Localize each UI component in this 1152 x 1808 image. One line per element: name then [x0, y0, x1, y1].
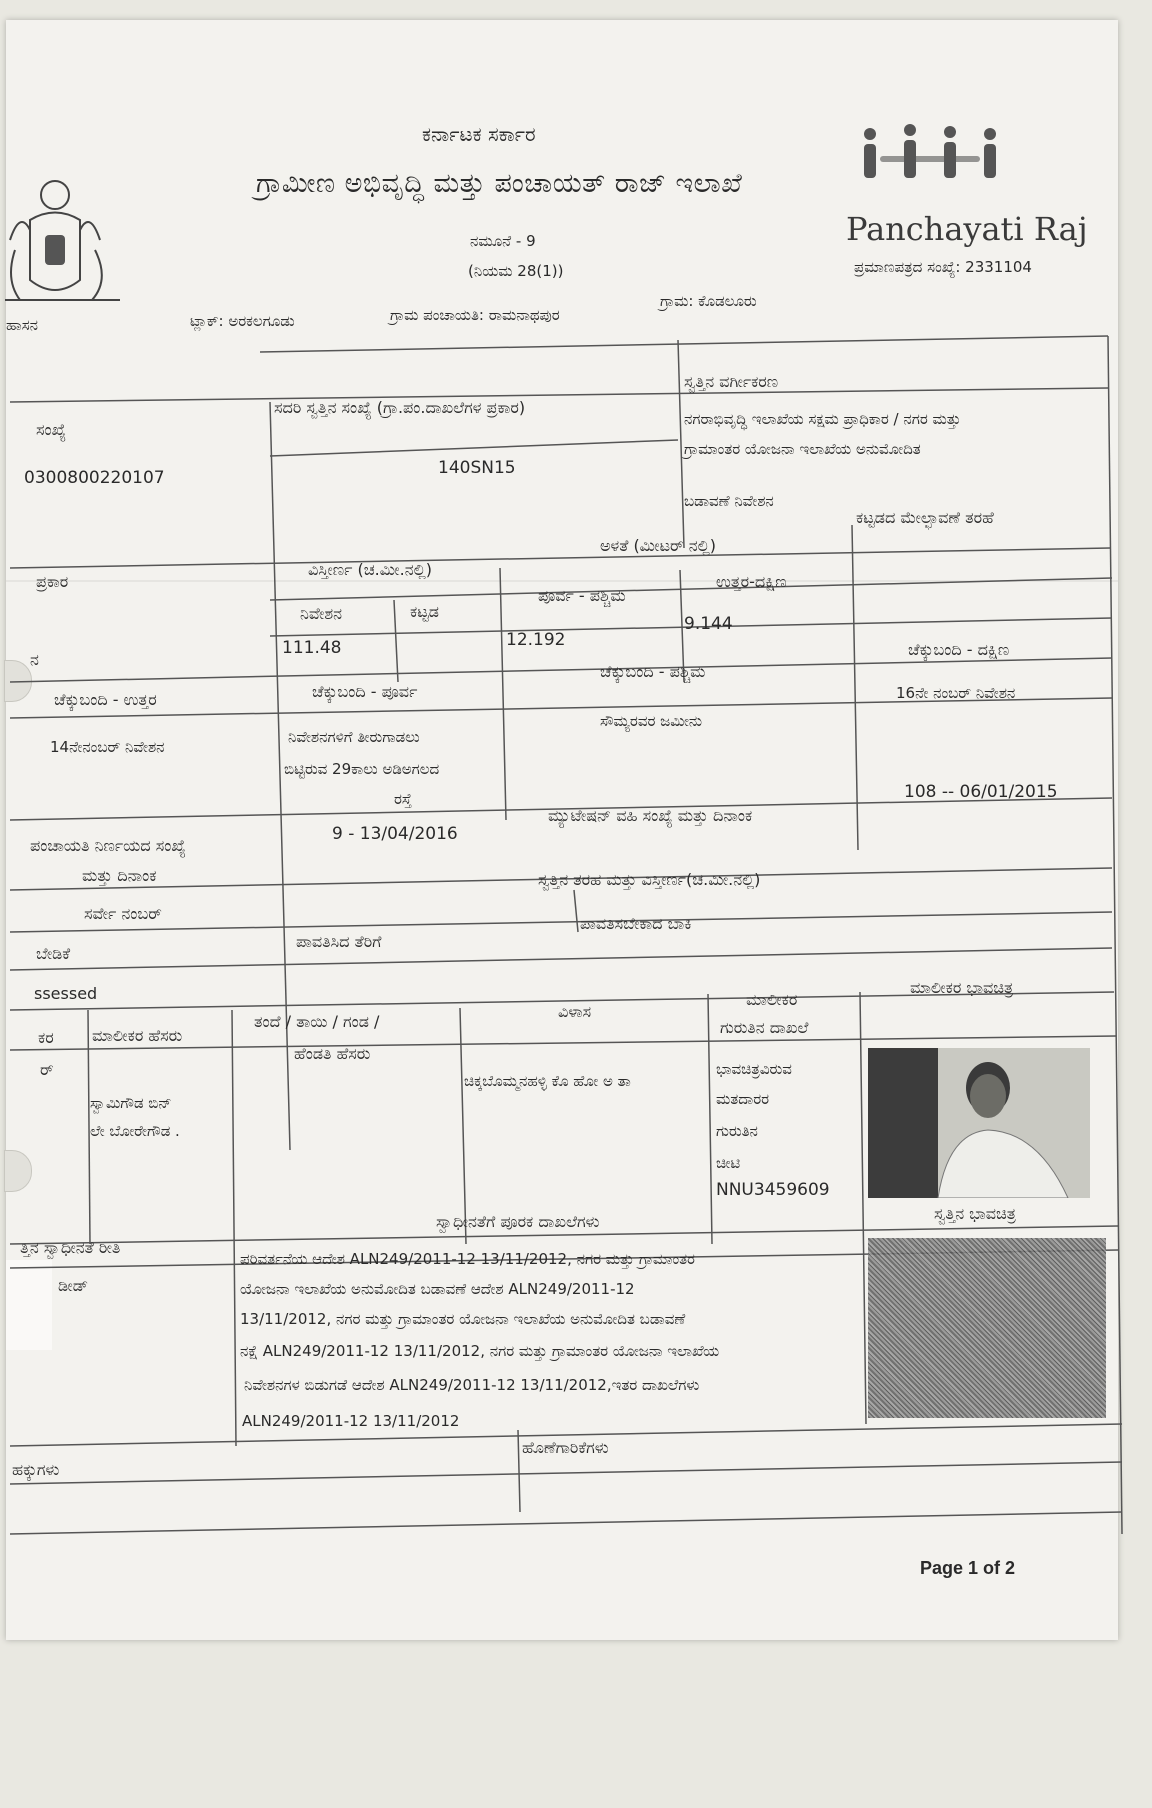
parent-name-label: ತಂದೆ / ತಾಯಿ / ಗಂಡ / — [254, 1012, 380, 1031]
type-value: ನ — [30, 650, 39, 669]
owner-col0-label-2: ರ್ — [40, 1060, 54, 1079]
possession-mode-value: ಡೀಡ್ — [58, 1276, 89, 1295]
survey-number-label: ಸರ್ವೇ ನಂಬರ್ — [84, 904, 162, 923]
number-label: ಸಂಖ್ಯೆ — [36, 420, 67, 439]
supporting-doc-line-5: ನಿವೇಶನಗಳ ಬಿಡುಗಡೆ ಆದೇಶ ALN249/2011-12 13/11/2012,ಇತರ ದಾಖಲೆಗಳು — [244, 1376, 700, 1394]
property-number-value: 140SN15 — [438, 458, 516, 478]
supporting-doc-line-6: ALN249/2011-12 13/11/2012 — [242, 1412, 460, 1430]
panchayat-decision-label: ಪಂಚಾಯತಿ ನಿರ್ಣಯದ ಸಂಖ್ಯೆ — [30, 836, 186, 855]
voter-id-value: NNU3459609 — [716, 1180, 830, 1200]
north-boundary-label: ಚೆಕ್ಕುಬಂದಿ - ಉತ್ತರ — [54, 690, 157, 709]
owner-id-label: ಮಾಲೀಕರ — [746, 990, 798, 1009]
property-id-value: 0300800220107 — [24, 468, 165, 488]
address-label: ವಿಳಾಸ — [558, 1002, 592, 1021]
owner-id-line-2: ಮತದಾರರ — [716, 1090, 770, 1108]
mutation-register-label: ಮ್ಯುಟೇಷನ್ ವಹಿ ಸಂಖ್ಯೆ ಮತ್ತು ದಿನಾಂಕ — [548, 806, 753, 825]
roof-type-label: ಕಟ್ಟಡದ ಮೇಲ್ಛಾವಣೆ ತರಹೆ — [856, 508, 994, 527]
panchayati-raj-text: Panchayati Raj — [846, 210, 1088, 248]
supporting-doc-line-3: 13/11/2012, ನಗರ ಮತ್ತು ಗ್ರಾಮಾಂತರ ಯೋಜನಾ ಇಲಾಖೆಯ ಅನುಮೋದಿತ ಬಡಾವಣೆ — [240, 1310, 686, 1328]
south-boundary-label: ಚೆಕ್ಕುಬಂದಿ - ದಕ್ಷಿಣ — [908, 640, 1010, 659]
tax-paid-label: ಪಾವತಿಸಿದ ತೆರಿಗೆ — [296, 932, 382, 951]
east-boundary-line-2: ಬಿಟ್ಟಿರುವ 29ಕಾಲು ಅಡಿಅಗಲದ — [284, 760, 440, 778]
punch-hole — [4, 1150, 32, 1192]
assessed-label: ssessed — [34, 984, 98, 1003]
owner-id-line-3: ಗುರುತಿನ — [716, 1122, 758, 1140]
south-boundary-value: 16ನೇ ನಂಬರ್ ನಿವೇಶನ — [896, 684, 1016, 702]
measurement-label: ಅಳತೆ (ಮೀಟರ್ ನಲ್ಲಿ) — [600, 536, 717, 555]
west-boundary-value: ಸೌಮ್ಯರವರ ಜಮೀನು — [600, 712, 702, 730]
balance-due-label: ಪಾವತಿಸಬೇಕಾದ ಬಾಕಿ — [580, 914, 692, 933]
possession-mode-label: ತ್ತಿನ ಸ್ವಾಧೀನತೆ ರೀತಿ — [20, 1238, 121, 1257]
owner-id-line-4: ಚೀಟಿ — [716, 1154, 741, 1172]
paper-crease — [6, 580, 1118, 582]
owner-photo-label: ಮಾಲೀಕರ ಭಾವಚಿತ್ರ — [910, 978, 1014, 997]
north-south-value: 9.144 — [684, 614, 733, 634]
owner-id-line-1: ಭಾವಚಿತ್ರವಿರುವ — [716, 1060, 792, 1078]
district-name: ಹಾಸನ — [6, 316, 38, 334]
form-number: ನಮೂನೆ - 9 — [470, 232, 536, 250]
north-south-label: ಉತ್ತರ-ದಕ್ಷಿಣ — [716, 572, 787, 591]
classification-line-1: ನಗರಾಭಿವೃದ್ಧಿ ಇಲಾಖೆಯ ಸಕ್ಷಮ ಪ್ರಾಧಿಕಾರ / ನಗರ ಮತ್ತು — [684, 410, 961, 428]
type-label: ಪ್ರಕಾರ — [36, 572, 69, 591]
village-name: ಗ್ರಾಮ: ಕೊಡಲೂರು — [660, 292, 757, 310]
punch-hole — [4, 660, 32, 702]
owner-id-label-2: ಗುರುತಿನ ದಾಖಲೆ — [720, 1018, 809, 1037]
liabilities-label: ಹೊಣೆಗಾರಿಕೆಗಳು — [522, 1438, 609, 1457]
north-boundary-value: 14ನೇನಂಬರ್ ನಿವೇಶನ — [50, 738, 165, 756]
karnataka-emblem-icon — [0, 150, 160, 320]
parent-name-label-2: ಹೆಂಡತಿ ಹೆಸರು — [294, 1044, 371, 1063]
rule-number: (ನಿಯಮ 28(1)) — [468, 262, 564, 280]
property-nature-label: ಸ್ವತ್ತಿನ ತರಹ ಮತ್ತು ವಿಸ್ತೀರ್ಣ(ಚ.ಮೀ.ನಲ್ಲಿ) — [538, 870, 761, 889]
panchayat-decision-value: 9 - 13/04/2016 — [332, 824, 458, 844]
property-photo — [868, 1238, 1106, 1418]
east-boundary-line-3: ರಸ್ತೆ — [394, 790, 412, 808]
east-boundary-line-1: ನಿವೇಶನಗಳಿಗೆ ತೀರುಗಾಡಲು — [288, 728, 420, 746]
certificate-number: ಪ್ರಮಾಣಪತ್ರದ ಸಂಖ್ಯೆ: 2331104 — [854, 258, 1032, 276]
taluk-name: ಟ್ಲಾಕ್: ಅರಕಲಗೂಡು — [190, 312, 295, 330]
page-number: Page 1 of 2 — [920, 1558, 1016, 1578]
property-number-label: ಸದರಿ ಸ್ವತ್ತಿನ ಸಂಖ್ಯೆ (ಗ್ರಾ.ಪಂ.ದಾಖಲೆಗಳ ಪ್ರಕಾರ) — [274, 398, 526, 417]
property-classification-label: ಸ್ವತ್ತಿನ ವರ್ಗೀಕರಣ — [684, 372, 779, 391]
classification-line-2: ಗ್ರಾಮಾಂತರ ಯೋಜನಾ ಇಲಾಖೆಯ ಅನುಮೋದಿತ — [684, 440, 921, 458]
department-name: ಗ್ರಾಮೀಣ ಅಭಿವೃದ್ಧಿ ಮತ್ತು ಪಂಚಾಯತ್ ರಾಜ್ ಇಲಾಖೆ — [256, 168, 743, 199]
owner-address-value: ಚಿಕ್ಕಬೊಮ್ಮನಹಳ್ಳಿ ಕೊ ಹೋ ಅ ತಾ — [464, 1072, 631, 1090]
government-name: ಕರ್ನಾಟಕ ಸರ್ಕಾರ — [422, 122, 536, 146]
panchayat-decision-label-2: ಮತ್ತು ದಿನಾಂಕ — [82, 866, 157, 885]
supporting-doc-line-1: ಪರಿವರ್ತನೆಯ ಆದೇಶ ALN249/2011-12 13/11/2012, ನಗರ ಮತ್ತು ಗ್ರಾಮಾಂತರ — [240, 1250, 695, 1268]
supporting-doc-line-4: ನಕ್ಷೆ ALN249/2011-12 13/11/2012, ನಗರ ಮತ್ತು ಗ್ರಾಮಾಂತರ ಯೋಜನಾ ಇಲಾಖೆಯ — [240, 1342, 720, 1360]
east-west-label: ಪೂರ್ವ - ಪಶ್ಚಿಮ — [538, 586, 626, 605]
east-west-value: 12.192 — [506, 630, 566, 650]
tape-strip — [6, 1260, 52, 1350]
west-boundary-label: ಚೆಕ್ಕುಬಂದಿ - ಪಶ್ಚಿಮ — [600, 662, 706, 681]
owner-name-line-1: ಸ್ವಾಮಿಗೌಡ ಬಿನ್ — [90, 1094, 172, 1112]
gram-panchayat-name: ಗ್ರಾಮ ಪಂಚಾಯತಿ: ರಾಮನಾಥಪುರ — [390, 306, 560, 324]
area-label: ವಿಸ್ತೀರ್ಣ (ಚ.ಮೀ.ನಲ್ಲಿ) — [308, 560, 432, 579]
panchayati-raj-logo-icon — [850, 120, 1030, 190]
owner-name-line-2: ಲೇ ಬೋರೇಗೌಡ . — [90, 1122, 180, 1140]
owner-col0-label: ಕರ — [38, 1028, 54, 1047]
site-label: ನಿವೇಶನ — [300, 604, 343, 623]
owner-name-label: ಮಾಲೀಕರ ಹೆಸರು — [92, 1026, 183, 1045]
property-photo-label: ಸ್ವತ್ತಿನ ಭಾವಚಿತ್ರ — [934, 1204, 1016, 1223]
east-boundary-label: ಚೆಕ್ಕುಬಂದಿ - ಪೂರ್ವ — [312, 682, 418, 701]
demand-label: ಬೇಡಿಕೆ — [36, 944, 71, 963]
site-area-value: 111.48 — [282, 638, 342, 658]
rights-label: ಹಕ್ಕುಗಳು — [12, 1460, 60, 1479]
supporting-doc-line-2: ಯೋಜನಾ ಇಲಾಖೆಯ ಅನುಮೋದಿತ ಬಡಾವಣೆ ಆದೇಶ ALN249/2011-12 — [240, 1280, 635, 1298]
mutation-register-value: 108 -- 06/01/2015 — [904, 782, 1058, 802]
building-label: ಕಟ್ಟಡ — [410, 602, 439, 621]
supporting-documents-label: ಸ್ವಾಧೀನತೆಗೆ ಪೂರಕ ದಾಖಲೆಗಳು — [436, 1212, 600, 1231]
owner-photo — [868, 1048, 1090, 1198]
classification-line-3: ಬಡಾವಣೆ ನಿವೇಶನ — [684, 492, 774, 510]
